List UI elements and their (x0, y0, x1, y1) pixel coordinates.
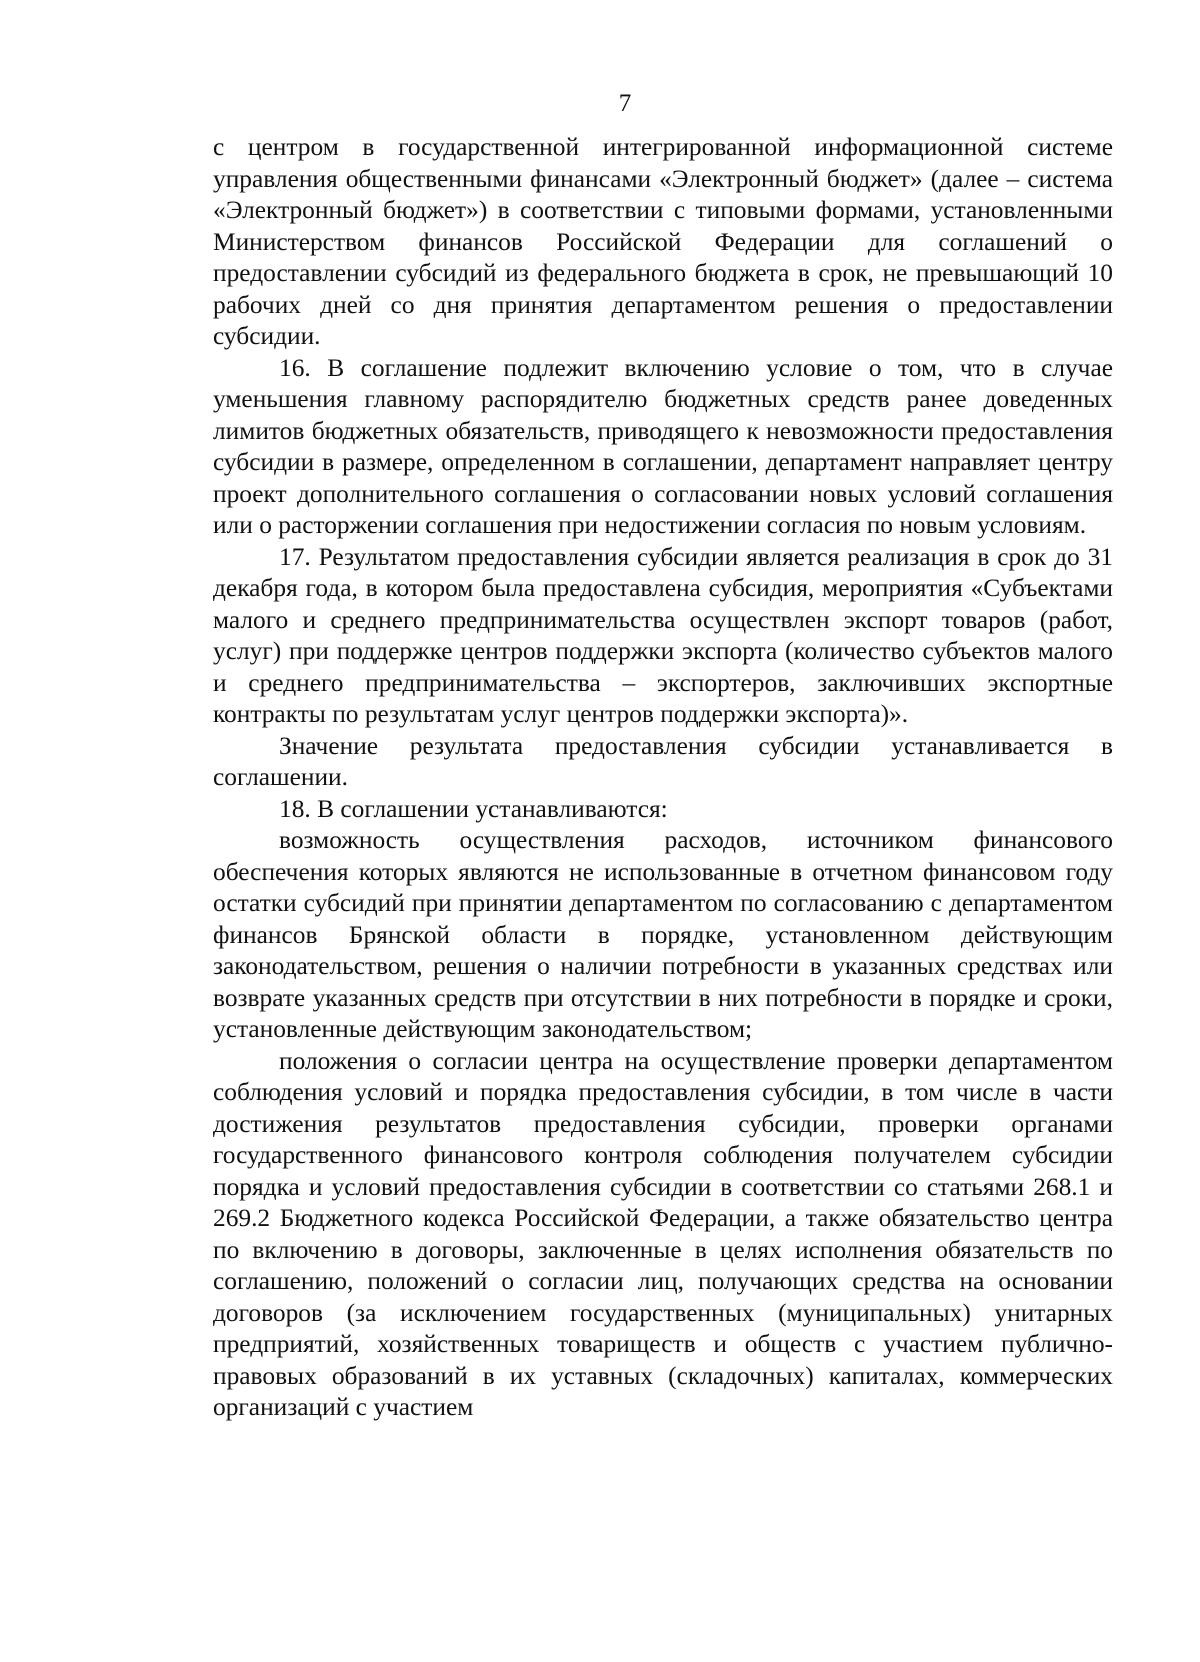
paragraph-18: 18. В соглашении устанавливаются: (279, 794, 668, 823)
page-number: 7 (618, 90, 632, 117)
paragraph-17: 17. Результатом предоставления субсидии является реализация в срок до 31 декабря года, в котором была предоставлена субсидия, мероприятия «Субъектами малого и среднего предпринимательства осуществлен экспорт товаров (работ, услуг) при поддержке центров поддержки экспорта (количество субъектов малого и среднего предпринимательства – экспортеров, заключивших экспортные контракты по результатам услуг центров поддержки экспорта)». (213, 542, 1113, 728)
paragraph-continuation: с центром в государственной интегрированной информационной системе управления общественными финансами «Электронный бюджет» (далее – система «Электронный бюджет») в соответствии с типовыми формами, установленными Министерством финансов Российской Федерации для соглашений о предоставлении субсидий из федерального бюджета в срок, не превышающий 10 рабочих дней со дня принятия департаментом решения о предоставлении субсидии. (213, 133, 1113, 350)
paragraph-16: 16. В соглашение подлежит включению условие о том, что в случае уменьшения главному распорядителю бюджетных средств ранее доведенных лимитов бюджетных обязательств, приводящего к невозможности предоставления субсидии в размере, определенном в соглашении, департамент направляет центру проект дополнительного соглашения о согласовании новых условий соглашения или о расторжении соглашения при недостижении согласия по новым условиям. (213, 353, 1113, 539)
document-body (213, 132, 1113, 1424)
paragraph-expenses-possibility: возможность осуществления расходов, источником финансового обеспечения которых являются не использованные в отчетном финансовом году остатки субсидий при принятии департаментом по согласованию с департаментом финансов Брянской области в порядке, установленном действующим законодательством, решения о наличии потребности в указанных средствах или возврате указанных средств при отсутствии в них потребности в порядке и сроки, установленные действующим законодательством; (213, 826, 1113, 1043)
paragraph-consent-provisions: положения о согласии центра на осуществление проверки департаментом соблюдения условий и порядка предоставления субсидии, в том числе в части достижения результатов предоставления субсидии, проверки органами государственного финансового контроля соблюдения получателем субсидии порядка и условий предоставления субсидии в соответствии со статьями 268.1 и 269.2 Бюджетного кодекса Российской Федерации, а также обязательство центра по включению в договоры, заключенные в целях исполнения обязательств по соглашению, положений о согласии лиц, получающих средства на основании договоров (за исключением государственных (муниципальных) унитарных предприятий, хозяйственных товариществ и обществ с участием публично-правовых образований в их уставных (складочных) капиталах, коммерческих организаций с участием (213, 1046, 1113, 1421)
paragraph-result-value: Значение результата предоставления субсидии устанавливается в соглашении. (213, 731, 1113, 791)
